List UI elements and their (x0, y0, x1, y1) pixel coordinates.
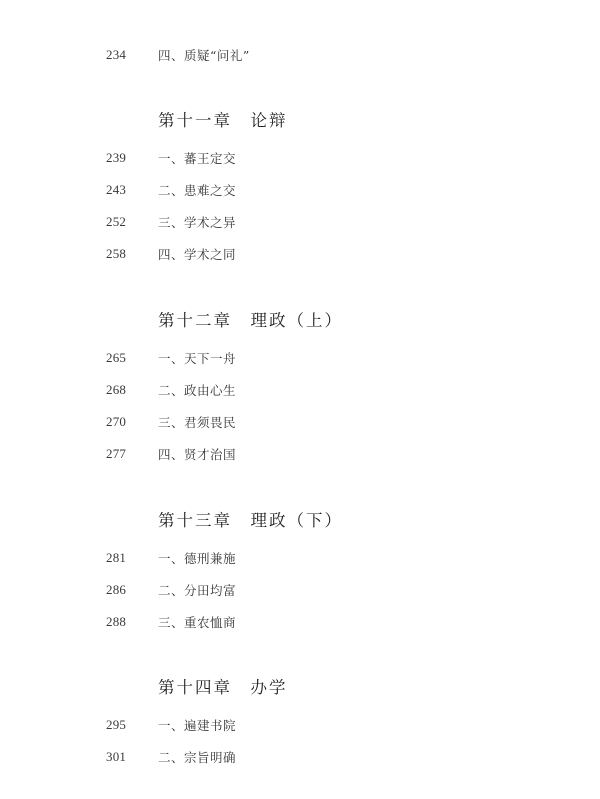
entry-title: 四、贤才治国 (158, 447, 237, 462)
toc-entry[interactable] (0, 713, 600, 737)
toc-entry[interactable] (0, 442, 600, 466)
entry-title: 一、遍建书院 (158, 718, 237, 733)
page-number: 277 (106, 446, 127, 461)
entry-title: 二、宗旨明确 (158, 750, 237, 765)
toc-entry[interactable] (0, 578, 600, 602)
entry-title: 四、质疑“问礼” (158, 48, 250, 63)
page-number: 239 (106, 150, 127, 165)
page-number: 243 (106, 182, 127, 197)
toc-entry[interactable] (0, 410, 600, 434)
toc-entry[interactable] (0, 210, 600, 234)
toc-entry[interactable] (0, 146, 600, 170)
entry-title: 三、君须畏民 (158, 415, 237, 430)
page-number: 234 (106, 47, 127, 62)
toc-entry[interactable] (0, 242, 600, 266)
page-number: 258 (106, 246, 127, 261)
entry-title: 二、患难之交 (158, 183, 237, 198)
chapter-heading[interactable]: 第十四章 办学 (158, 678, 288, 697)
chapter-heading[interactable]: 第十三章 理政（下） (158, 511, 343, 530)
page-number: 301 (106, 749, 127, 764)
chapter-heading[interactable]: 第十一章 论辩 (158, 111, 288, 130)
entry-title: 一、天下一舟 (158, 351, 237, 366)
entry-title: 一、蕃王定交 (158, 151, 237, 166)
entry-title: 二、政由心生 (158, 383, 237, 398)
page-number: 252 (106, 214, 127, 229)
page-number: 281 (106, 550, 127, 565)
entry-title: 四、学术之同 (158, 247, 237, 262)
page-number: 286 (106, 582, 127, 597)
toc-entry[interactable] (0, 178, 600, 202)
entry-title: 三、重农恤商 (158, 615, 237, 630)
toc-entry[interactable] (0, 745, 600, 769)
page-number: 295 (106, 717, 127, 732)
entry-title: 二、分田均富 (158, 583, 237, 598)
entry-title: 一、德刑兼施 (158, 551, 237, 566)
page-number: 288 (106, 614, 127, 629)
page-number: 265 (106, 350, 127, 365)
page-number: 270 (106, 414, 127, 429)
chapter-heading[interactable]: 第十二章 理政（上） (158, 311, 343, 330)
toc-entry[interactable] (0, 43, 600, 67)
page-number: 268 (106, 382, 127, 397)
toc-entry[interactable] (0, 346, 600, 370)
toc-entry[interactable] (0, 546, 600, 570)
toc-entry[interactable] (0, 610, 600, 634)
entry-title: 三、学术之异 (158, 215, 237, 230)
toc-entry[interactable] (0, 378, 600, 402)
